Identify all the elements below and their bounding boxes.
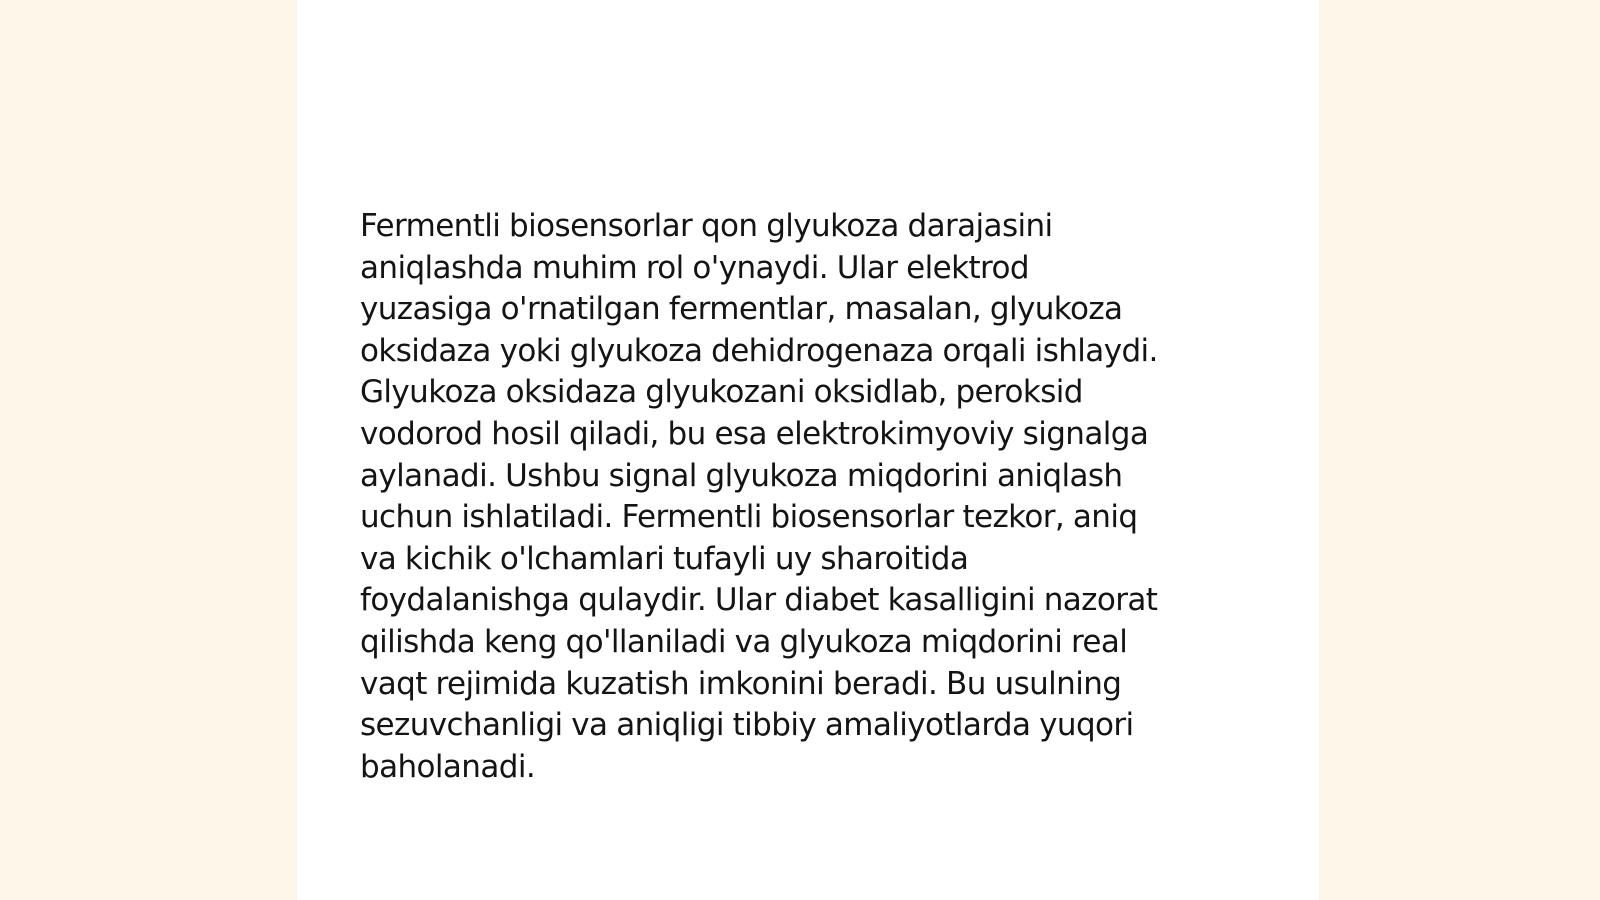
slide-panel (297, 0, 1319, 900)
slide-body-text: Fermentli biosensorlar qon glyukoza darajasini aniqlashda muhim rol o'ynaydi. Ular elektrod yuzasiga o'rnatilgan fermentlar, masalan, glyukoza oksidaza yoki glyukoza dehidrogenaza orqali ishlaydi. Glyukoza oksidaza glyukozani oksidlab, peroksid vodorod hosil qiladi, bu esa elektrokimyoviy signalga aylanadi. Ushbu signal glyukoza miqdorini aniqlash uchun ishlatiladi. Fermentli biosensorlar tezkor, aniq va kichik o'lchamlari tufayli uy sharoitida foydalanishga qulaydir. Ular diabet kasalligini nazorat qilishda keng qo'llaniladi va glyukoza miqdorini real vaqt rejimida kuzatish imkonini beradi. Bu usulning sezuvchanligi va aniqligi tibbiy amaliyotlarda yuqori baholanadi. (360, 208, 1158, 785)
